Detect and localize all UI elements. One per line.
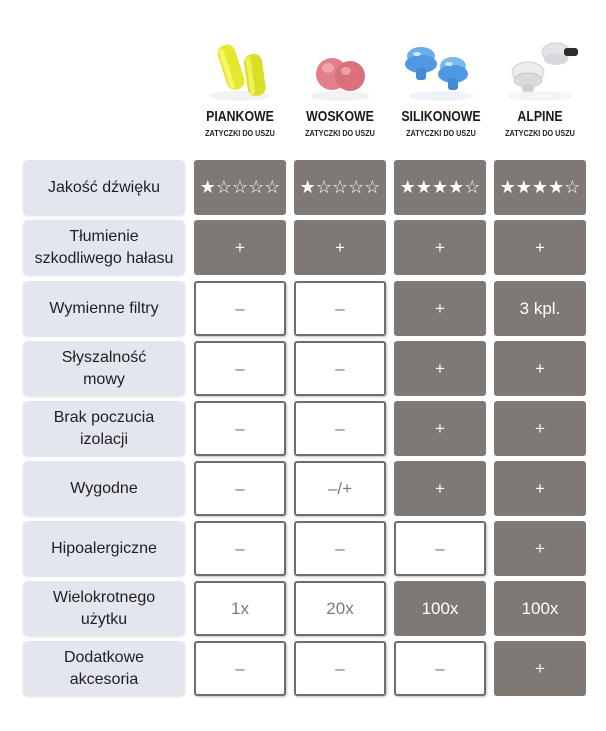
row-wygodne [0, 461, 606, 519]
value-cell: – [294, 641, 386, 696]
value-cell: + [294, 220, 386, 275]
row-dodatkowe-akcesoria [0, 641, 606, 699]
value-cell: – [394, 521, 486, 576]
column-name: WOSKOWE [306, 108, 374, 125]
value-cell: – [194, 641, 286, 696]
star-rating-cell: ★☆☆☆☆ [194, 160, 286, 215]
column-name: ALPINE [517, 108, 563, 125]
value-cell: 3 kpl. [494, 281, 586, 336]
value-cell: + [394, 341, 486, 396]
value-cell: 20x [294, 581, 386, 636]
wax-earplugs-icon [290, 30, 390, 105]
value-cell: –/+ [294, 461, 386, 516]
value-cell: – [194, 281, 286, 336]
value-cell: + [494, 641, 586, 696]
column-name: SILIKONOWE [401, 108, 481, 125]
column-header-alpine [490, 0, 590, 150]
value-cell: 1x [194, 581, 286, 636]
value-cell: 100x [494, 581, 586, 636]
row-slyszalnosc-mowy [0, 341, 606, 399]
row-label: Hipoalergiczne [23, 521, 185, 576]
row-tlumienie [0, 220, 606, 278]
row-hipoalergiczne [0, 521, 606, 579]
value-cell: + [494, 521, 586, 576]
value-cell: – [294, 401, 386, 456]
value-cell: + [194, 220, 286, 275]
value-cell: – [394, 641, 486, 696]
column-headers [0, 0, 606, 150]
row-label: Słyszalność mowy [23, 341, 185, 396]
value-cell: + [394, 461, 486, 516]
value-cell: + [494, 461, 586, 516]
star-rating-cell: ★☆☆☆☆ [294, 160, 386, 215]
value-cell: – [194, 401, 286, 456]
column-subtitle: ZATYCZKI DO USZU [505, 128, 575, 138]
value-cell: + [394, 220, 486, 275]
value-cell: – [294, 521, 386, 576]
value-cell: + [494, 220, 586, 275]
value-cell: – [194, 341, 286, 396]
silicone-earplugs-icon [391, 30, 491, 105]
value-cell: + [494, 401, 586, 456]
value-cell: 100x [394, 581, 486, 636]
row-brak-poczucia-izolacji [0, 401, 606, 459]
value-cell: – [294, 281, 386, 336]
star-rating-cell: ★★★★☆ [494, 160, 586, 215]
row-wielokrotnego-uzytku [0, 581, 606, 639]
column-header-woskowe [290, 0, 390, 150]
column-subtitle: ZATYCZKI DO USZU [305, 128, 375, 138]
value-cell: + [394, 281, 486, 336]
row-label: Wielokrotnego użytku [23, 581, 185, 636]
row-label: Jakość dźwięku [23, 160, 185, 215]
row-label: Dodatkowe akcesoria [23, 641, 185, 696]
value-cell: – [194, 521, 286, 576]
column-subtitle: ZATYCZKI DO USZU [406, 128, 476, 138]
column-header-piankowe [190, 0, 290, 150]
row-wymienne-filtry [0, 281, 606, 339]
row-label: Wymienne filtry [23, 281, 185, 336]
column-header-silikonowe [391, 0, 491, 150]
value-cell: – [294, 341, 386, 396]
foam-earplugs-icon [190, 30, 290, 105]
value-cell: + [494, 341, 586, 396]
row-label: Tłumienie szkodliwego hałasu [23, 220, 185, 275]
row-jakosc-dzwieku [0, 160, 606, 218]
value-cell: + [394, 401, 486, 456]
alpine-earplugs-icon [490, 30, 590, 105]
star-rating-cell: ★★★★☆ [394, 160, 486, 215]
row-label: Brak poczucia izolacji [23, 401, 185, 456]
column-subtitle: ZATYCZKI DO USZU [205, 128, 275, 138]
value-cell: – [194, 461, 286, 516]
row-label: Wygodne [23, 461, 185, 516]
column-name: PIANKOWE [206, 108, 274, 125]
